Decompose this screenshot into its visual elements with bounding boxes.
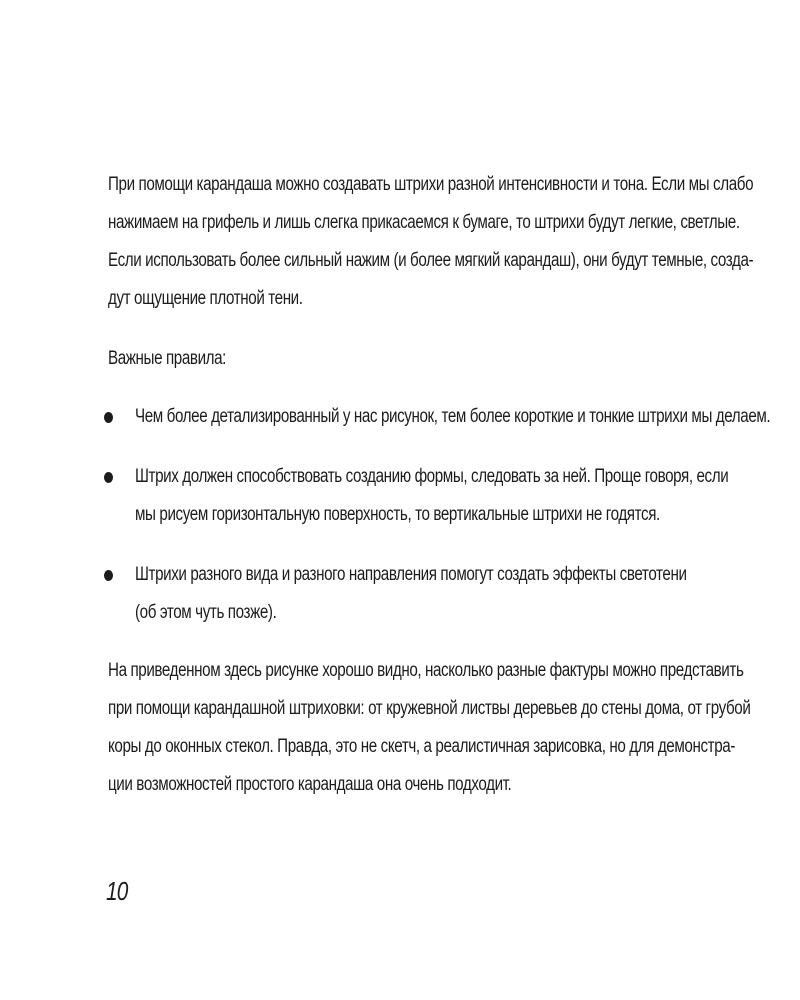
closing-paragraph [108,652,751,804]
bullet-icon [104,412,113,423]
closing-line-1: На приведенном здесь рисунке хорошо видно, насколько разные фактуры можно представить [108,660,744,681]
rule-1-line-1: Чем более детализированный у нас рисунок, тем более короткие и тонкие штрихи мы делаем. [135,406,771,427]
page-number: 10 [106,876,128,906]
bullet-icon [104,472,113,483]
intro-line-1: При помощи карандаша можно создавать штрихи разной интенсивности и тона. Если мы слабо [108,174,754,195]
rule-2-line-1: Штрих должен способствовать созданию формы, следовать за ней. Проще говоря, если [135,466,729,487]
intro-line-4: дут ощущение плотной тени. [108,288,303,309]
closing-line-3: коры до оконных стекол. Правда, это не скетч, а реалистичная зарисовка, но для демонстра- [108,736,735,757]
closing-line-2: при помощи карандашной штриховки: от кружевной листвы деревьев до стены дома, от грубой [108,698,751,719]
intro-paragraph [108,166,754,318]
intro-line-3: Если использовать более сильный нажим (и более мягкий карандаш), они будут темные, созда- [108,250,754,271]
rule-3-line-2: (об этом чуть позже). [135,602,277,623]
rule-3-line-1: Штрихи разного вида и разного направления помогут создать эффекты светотени [135,564,687,585]
rules-heading: Важные правила: [108,348,227,369]
closing-line-4: ции возможностей простого карандаша она очень подходит. [108,774,512,795]
bullet-icon [104,570,113,581]
intro-line-2: нажимаем на грифель и лишь слегка прикасаемся к бумаге, то штрихи будут легкие, светлые. [108,212,740,233]
rule-2-line-2: мы рисуем горизонтальную поверхность, то вертикальные штрихи не годятся. [135,504,660,525]
